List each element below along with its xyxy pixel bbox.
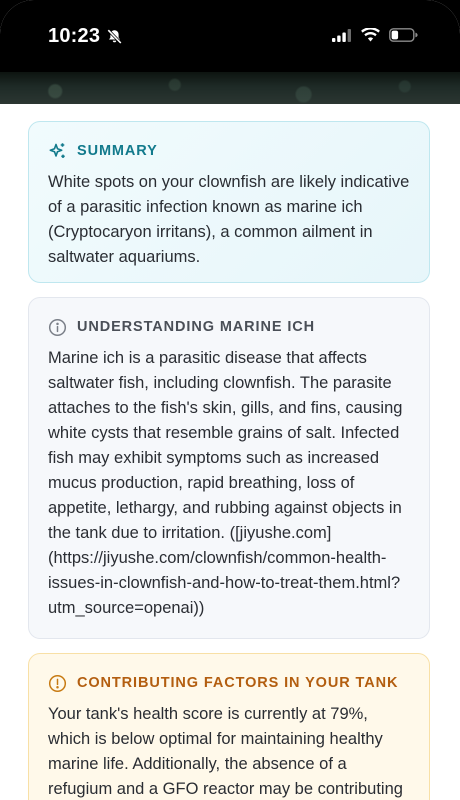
signal-icon [332, 29, 352, 42]
info-circle-icon [48, 318, 67, 337]
status-bar [0, 0, 460, 72]
summary-card-body: White spots on your clownfish are likely indicative of a parasitic infection known as marine ich (Cryptocaryon irritans), a common ailment in saltwater aquariums. [48, 173, 410, 266]
alert-circle-icon [48, 674, 67, 693]
status-icons [332, 28, 418, 42]
contributing-factors-card-title: CONTRIBUTING FACTORS IN YOUR TANK [77, 675, 399, 691]
contributing-factors-card [28, 653, 430, 800]
summary-card-header [48, 140, 411, 162]
understanding-card-title: UNDERSTANDING MARINE ICH [77, 319, 316, 335]
header-image-strip [0, 72, 460, 104]
contributing-factors-card-header [48, 672, 411, 694]
contributing-factors-card-body: Your tank's health score is currently at 79%, which is below optimal for maintaining healthy marine life. Additionally, the absence of a refugium and a GFO reactor may be contributing [48, 705, 403, 798]
understanding-card-body[interactable]: Marine ich is a parasitic disease that affects saltwater fish, including clownfish. The parasite attaches to the fish's skin, gills, and fins, causing white cysts that resemble grains of salt. Infected fish may exhibit symptoms such as increased mucus production, rapid breathing, loss of appetite, lethargy, and rubbing against objects in the tank due to irritation. ([jiyushe.com](https://jiyushe.com/clownfish/common-health-issues-in-clownfish-and-how-to-treat-them.html?utm_source=openai)) [48, 349, 403, 617]
battery-icon [389, 28, 418, 42]
sparkles-icon [48, 142, 67, 161]
wifi-icon [361, 28, 380, 42]
bell-slash-icon [106, 28, 123, 45]
understanding-card [28, 297, 430, 639]
scroll-content[interactable] [0, 104, 460, 800]
summary-card-title: SUMMARY [77, 143, 158, 159]
understanding-card-header [48, 316, 411, 338]
summary-card [28, 121, 430, 283]
clock-text: 10:23 [48, 25, 101, 47]
status-time [48, 25, 123, 48]
